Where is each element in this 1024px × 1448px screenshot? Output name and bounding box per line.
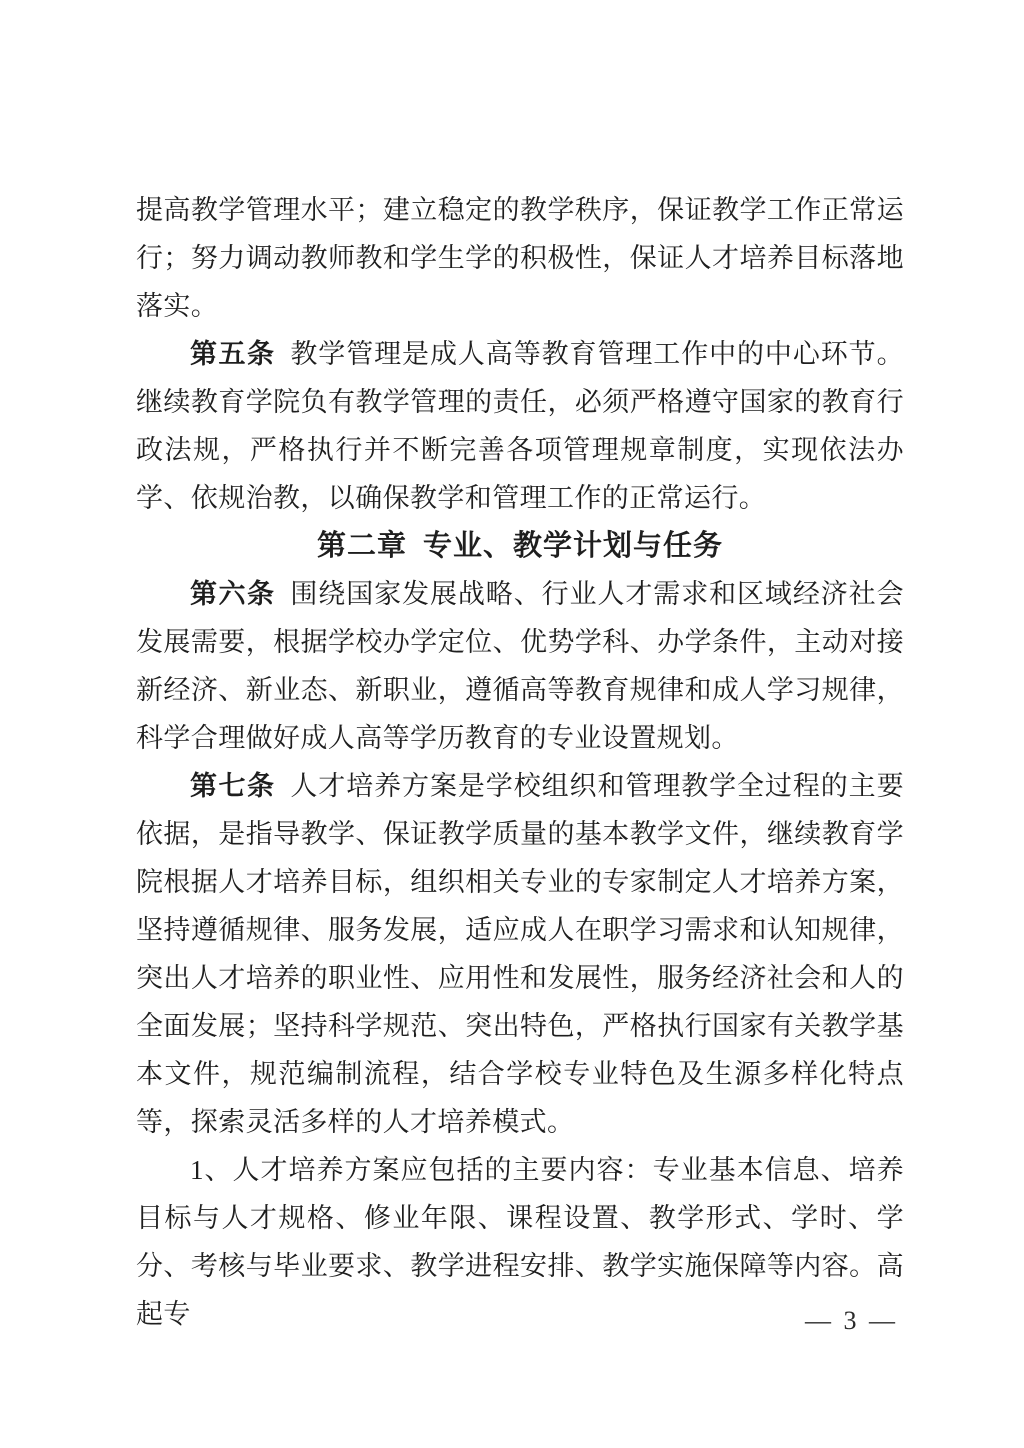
paragraph-article-7	[136, 762, 904, 1146]
body-text	[136, 186, 904, 1338]
paragraph-article-6	[136, 570, 904, 762]
chapter-2-title: 专业、教学计划与任务	[422, 530, 723, 562]
list-item-1-text: 1、人才培养方案应包括的主要内容：专业基本信息、培养目标与人才规格、修业年限、课程设置、教学形式、学时、学分、考核与毕业要求、教学进程安排、教学实施保障等内容。高起专	[136, 1155, 904, 1329]
article-6-label: 第六条	[190, 579, 276, 609]
article-5-label: 第五条	[190, 339, 276, 369]
article-7-text: 人才培养方案是学校组织和管理教学全过程的主要依据，是指导教学、保证教学质量的基本教学文件，继续教育学院根据人才培养目标，组织相关专业的专家制定人才培养方案，坚持遵循规律、服务发展，适应成人在职学习需求和认知规律，突出人才培养的职业性、应用性和发展性，服务经济社会和人的全面发展；坚持科学规范、突出特色，严格执行国家有关教学基本文件，规范编制流程，结合学校专业特色及生源多样化特点等，探索灵活多样的人才培养模式。	[136, 771, 904, 1137]
paragraph-article-5	[136, 330, 904, 522]
chapter-2-number: 第二章	[317, 530, 408, 562]
article-7-label: 第七条	[190, 771, 276, 801]
chapter-2-heading	[136, 522, 904, 570]
paragraph-continuation	[136, 186, 904, 330]
paragraph-list-item-1	[136, 1146, 904, 1338]
article-5-text: 教学管理是成人高等教育管理工作中的中心环节。继续教育学院负有教学管理的责任，必须严格遵守国家的教育行政法规，严格执行并不断完善各项管理规章制度，实现依法办学、依规治教，以确保教学和管理工作的正常运行。	[136, 339, 904, 513]
article-6-text: 围绕国家发展战略、行业人才需求和区域经济社会发展需要，根据学校办学定位、优势学科、办学条件，主动对接新经济、新业态、新职业，遵循高等教育规律和成人学习规律，科学合理做好成人高等学历教育的专业设置规划。	[136, 579, 904, 753]
paragraph-continuation-text: 提高教学管理水平；建立稳定的教学秩序，保证教学工作正常运行；努力调动教师教和学生学的积极性，保证人才培养目标落地落实。	[136, 195, 904, 321]
page-number: — 3 —	[805, 1306, 898, 1335]
